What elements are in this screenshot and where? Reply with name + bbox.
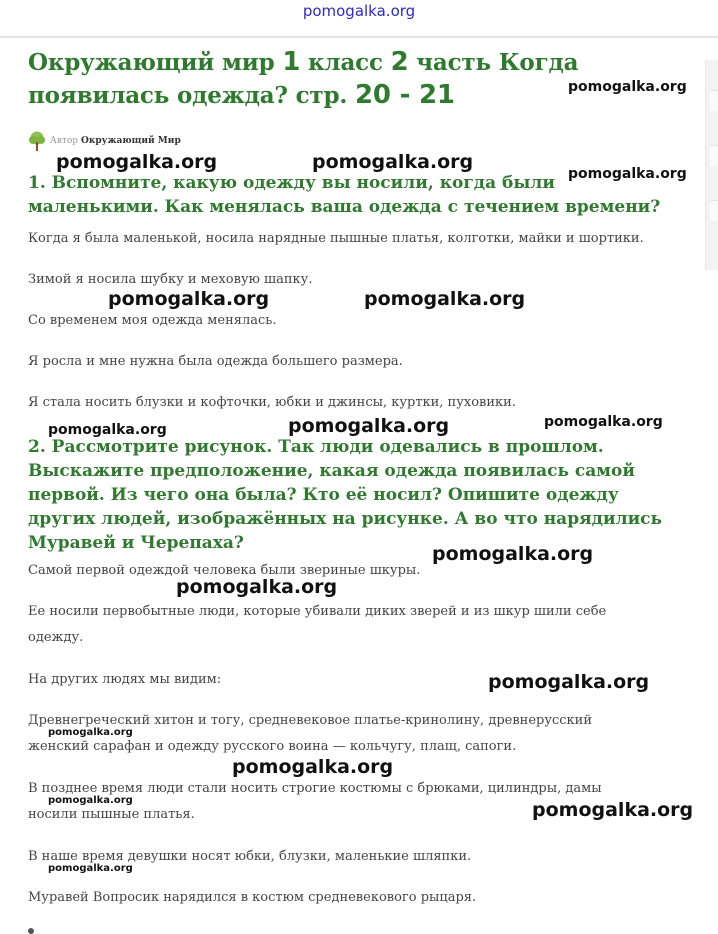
answer-paragraph: Древнегреческий хитон и тогу, средневековое платье-кринолину, древнерусский женский сарафан и одежду русского воина — кольчугу, плащ, сапоги. bbox=[28, 713, 593, 754]
answer-paragraph: На других людях мы видим: bbox=[28, 672, 222, 687]
watermark: pomogalka.org bbox=[48, 795, 133, 806]
text-fragment bbox=[28, 928, 34, 934]
watermark: pomogalka.org bbox=[568, 79, 687, 95]
watermark: pomogalka.org bbox=[56, 151, 218, 173]
watermark: pomogalka.org bbox=[488, 671, 650, 693]
header-divider bbox=[0, 36, 718, 38]
answer-paragraph: В позднее время люди стали носить строгие костюмы с брюками, цилиндры, дамы носили пышные платья. bbox=[28, 781, 602, 822]
watermark: pomogalka.org bbox=[312, 151, 474, 173]
answer-paragraph: Когда я была маленькой, носила нарядные пышные платья, колготки, майки и шортики. bbox=[28, 231, 644, 246]
site-header bbox=[0, 0, 718, 30]
watermark: pomogalka.org bbox=[288, 415, 450, 437]
answer-paragraph: Я стала носить блузки и кофточки, юбки и джинсы, куртки, пуховики. bbox=[28, 395, 516, 410]
watermark: pomogalka.org bbox=[532, 799, 694, 821]
watermark: pomogalka.org bbox=[432, 543, 594, 565]
watermark: pomogalka.org bbox=[568, 166, 687, 182]
watermark: pomogalka.org bbox=[108, 288, 270, 310]
answer-paragraph: Ее носили первобытные люди, которые убивали диких зверей и из шкур шили себе одежду. bbox=[28, 604, 607, 645]
site-logo-link[interactable]: pomogalka.org bbox=[302, 2, 416, 20]
answer-paragraph: Я росла и мне нужна была одежда большего размера. bbox=[28, 354, 403, 369]
answer-paragraph: Муравей Вопросик нарядился в костюм средневекового рыцаря. bbox=[28, 890, 477, 905]
watermark: pomogalka.org bbox=[232, 756, 394, 778]
answer-paragraph: Самой первой одеждой человека были звериные шкуры. bbox=[28, 563, 421, 578]
question-heading: 1. Вспомните, какую одежду вы носили, когда были маленькими. Как менялась ваша одежда с течением времени? bbox=[28, 173, 661, 217]
watermark: pomogalka.org bbox=[544, 414, 663, 430]
author-link[interactable]: Окружающий Мир bbox=[81, 136, 181, 146]
watermark: pomogalka.org bbox=[364, 288, 526, 310]
question-heading: 2. Рассмотрите рисунок. Так люди одевались в прошлом. Выскажите предположение, какая одежда появилась самой первой. Из чего она была? Кто её носил? Опишите одежду других людей, изображённых на рисунке. А во что нарядились Муравей и Черепаха? bbox=[28, 437, 663, 553]
watermark: pomogalka.org bbox=[48, 422, 167, 438]
tree-icon bbox=[28, 131, 46, 151]
author-label: Автор bbox=[50, 136, 79, 146]
author-line bbox=[28, 131, 181, 151]
answer-paragraph: Со временем моя одежда менялась. bbox=[28, 313, 277, 328]
page-title: Окружающий мир 1 класс 2 часть Когда появилась одежда? стр. 20 - 21 bbox=[28, 47, 579, 110]
answer-paragraph: В наше время девушки носят юбки, блузки, маленькие шляпки. bbox=[28, 849, 472, 864]
sidebar-edge bbox=[705, 60, 718, 270]
answer-paragraph: Зимой я носила шубку и меховую шапку. bbox=[28, 272, 313, 287]
watermark: pomogalka.org bbox=[176, 576, 338, 598]
watermark: pomogalka.org bbox=[48, 863, 133, 874]
watermark: pomogalka.org bbox=[48, 727, 133, 738]
